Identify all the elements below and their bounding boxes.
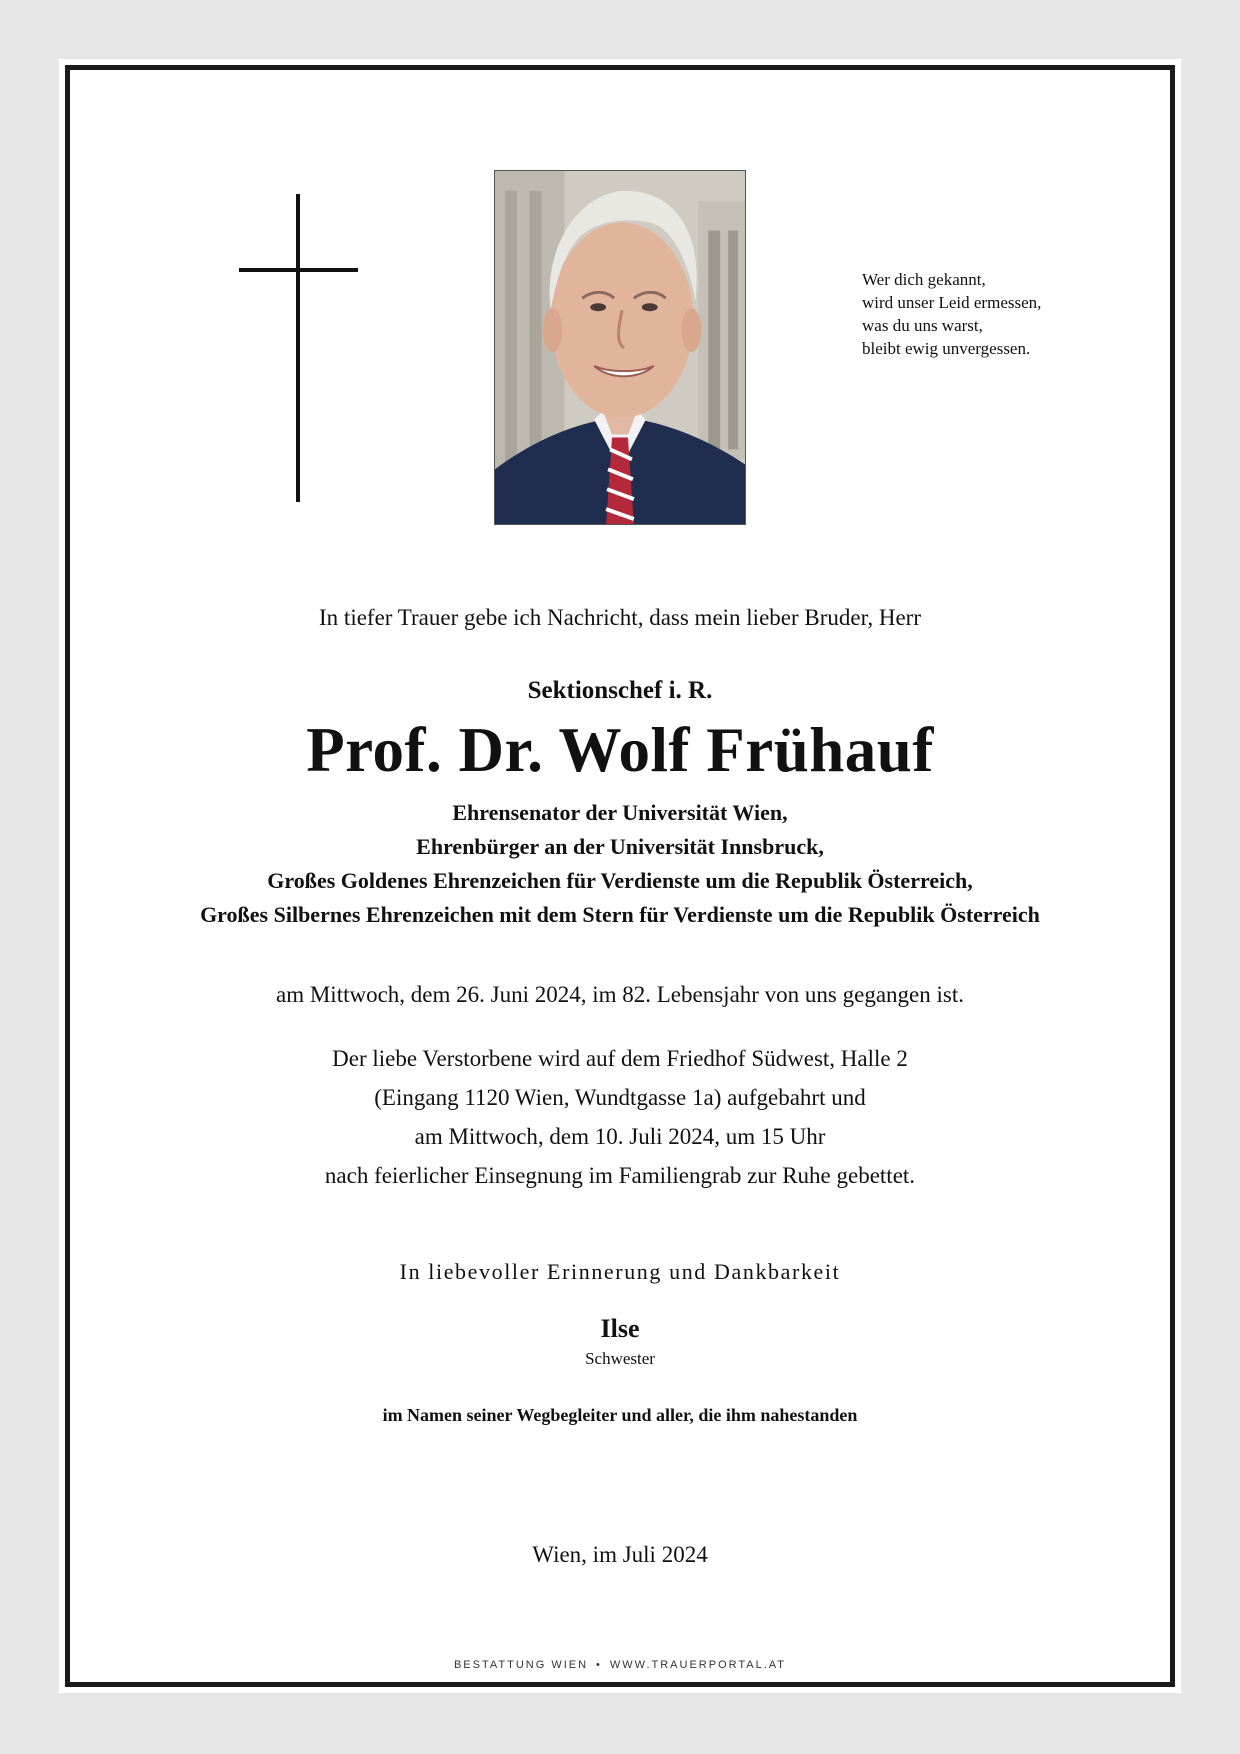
funeral-line: nach feierlicher Einsegnung im Familiengrab zur Ruhe gebettet.: [324, 1163, 916, 1188]
portrait-photo: [494, 170, 746, 525]
poem-line: bleibt ewig unvergessen.: [862, 339, 1031, 358]
honors-list: [65, 796, 1175, 932]
footer-separator: •: [596, 1659, 602, 1671]
poem-line: wird unser Leid ermessen,: [862, 293, 1042, 312]
poem-line: was du uns warst,: [862, 316, 983, 335]
pretitle: Sektionschef i. R.: [527, 677, 713, 704]
honor-line: Großes Silbernes Ehrenzeichen mit dem Stern für Verdienste um die Republik Österreich: [200, 902, 1040, 927]
honor-line: Großes Goldenes Ehrenzeichen für Verdienste um die Republik Österreich,: [267, 868, 973, 893]
poem-line: Wer dich gekannt,: [862, 270, 986, 289]
footer-company: BESTATTUNG WIEN: [453, 1659, 589, 1671]
footer-website-link[interactable]: WWW.TRAUERPORTAL.AT: [609, 1659, 787, 1671]
honor-line: Ehrenbürger an der Universität Innsbruck,: [416, 834, 824, 859]
intro-text: In tiefer Trauer gebe ich Nachricht, dass mein lieber Bruder, Herr: [319, 605, 921, 630]
honor-line: Ehrensenator der Universität Wien,: [452, 800, 788, 825]
death-date-text: am Mittwoch, dem 26. Juni 2024, im 82. Lebensjahr von uns gegangen ist.: [276, 982, 964, 1007]
place-date: Wien, im Juli 2024: [532, 1542, 708, 1567]
on-behalf-text: im Namen seiner Wegbegleiter und aller, die ihm nahestanden: [382, 1405, 858, 1425]
cross-icon: [296, 194, 300, 502]
memory-line: In liebevoller Erinnerung und Dankbarkeit: [399, 1259, 841, 1284]
funeral-details: [65, 1039, 1175, 1195]
deceased-name: Prof. Dr. Wolf Frühauf: [306, 715, 934, 785]
memorial-poem: [862, 268, 1041, 360]
signer-relation: Schwester: [585, 1349, 655, 1368]
funeral-line: am Mittwoch, dem 10. Juli 2024, um 15 Uhr: [414, 1124, 826, 1149]
signer-name: Ilse: [600, 1314, 640, 1343]
footer: [65, 1659, 1175, 1671]
cross-icon-crossbar: [239, 268, 358, 272]
funeral-line: Der liebe Verstorbene wird auf dem Friedhof Südwest, Halle 2: [332, 1046, 908, 1071]
funeral-line: (Eingang 1120 Wien, Wundtgasse 1a) aufgebahrt und: [374, 1085, 866, 1110]
